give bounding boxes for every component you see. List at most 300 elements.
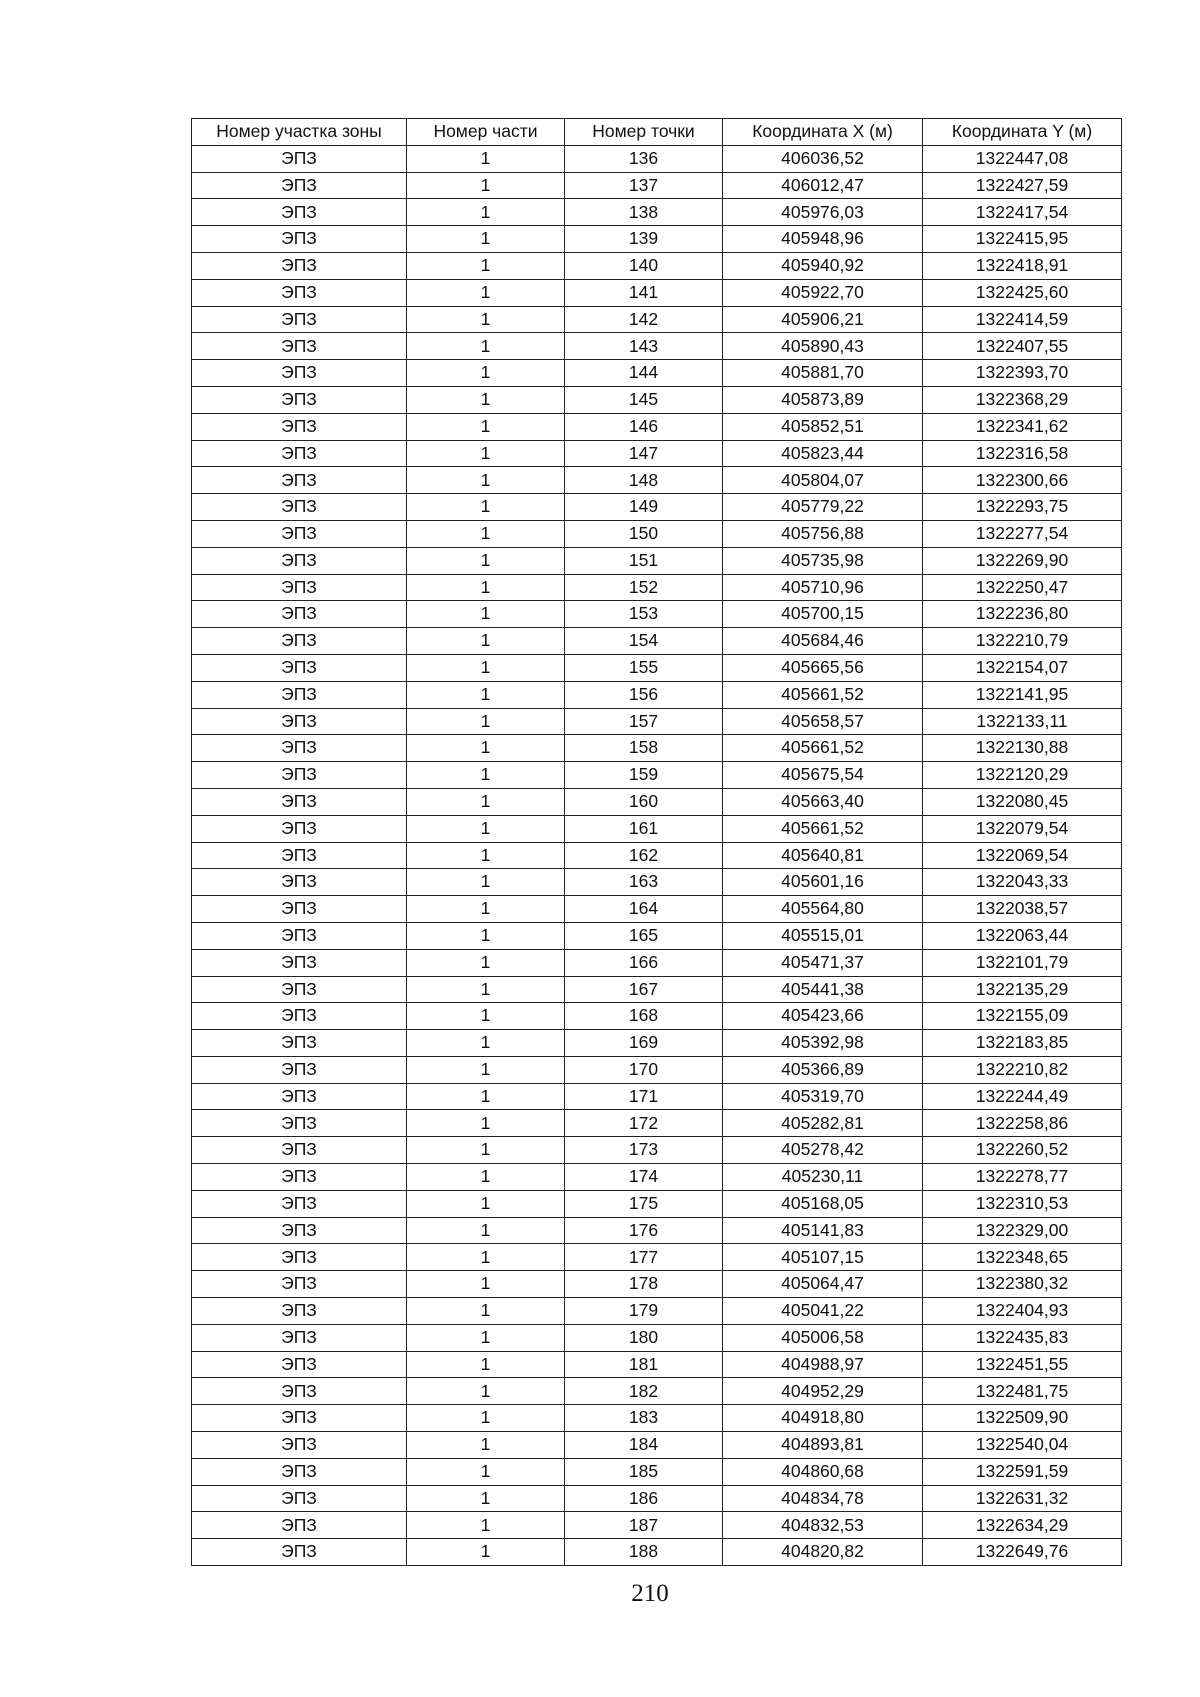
point-number-cell: 147 <box>565 440 723 467</box>
zone-section-cell: ЭПЗ <box>192 1137 407 1164</box>
coordinate-y-cell: 1322079,54 <box>923 815 1122 842</box>
zone-section-cell: ЭПЗ <box>192 1244 407 1271</box>
coordinate-x-cell: 405663,40 <box>723 788 923 815</box>
part-number-cell: 1 <box>407 1030 565 1057</box>
part-number-cell: 1 <box>407 547 565 574</box>
coordinate-x-cell: 405041,22 <box>723 1298 923 1325</box>
coordinate-y-cell: 1322277,54 <box>923 520 1122 547</box>
coordinate-x-cell: 404988,97 <box>723 1351 923 1378</box>
part-number-cell: 1 <box>407 762 565 789</box>
coordinate-x-cell: 405804,07 <box>723 467 923 494</box>
coordinate-y-cell: 1322407,55 <box>923 333 1122 360</box>
coordinate-x-cell: 405064,47 <box>723 1271 923 1298</box>
part-number-cell: 1 <box>407 1485 565 1512</box>
point-number-cell: 165 <box>565 922 723 949</box>
point-number-cell: 174 <box>565 1164 723 1191</box>
point-number-cell: 158 <box>565 735 723 762</box>
zone-section-cell: ЭПЗ <box>192 708 407 735</box>
part-number-cell: 1 <box>407 1164 565 1191</box>
table-body <box>192 145 1122 1565</box>
zone-section-cell: ЭПЗ <box>192 386 407 413</box>
coordinate-y-cell: 1322130,88 <box>923 735 1122 762</box>
zone-section-cell: ЭПЗ <box>192 896 407 923</box>
coordinate-x-cell: 405873,89 <box>723 386 923 413</box>
zone-section-cell: ЭПЗ <box>192 681 407 708</box>
coordinate-x-cell: 405852,51 <box>723 413 923 440</box>
table-row <box>192 1003 1122 1030</box>
coordinate-y-cell: 1322316,58 <box>923 440 1122 467</box>
part-number-cell: 1 <box>407 413 565 440</box>
coordinate-y-cell: 1322481,75 <box>923 1378 1122 1405</box>
part-number-cell: 1 <box>407 1432 565 1459</box>
table-row <box>192 1405 1122 1432</box>
part-number-cell: 1 <box>407 172 565 199</box>
point-number-cell: 152 <box>565 574 723 601</box>
coordinate-x-cell: 405735,98 <box>723 547 923 574</box>
coordinate-y-cell: 1322634,29 <box>923 1512 1122 1539</box>
coordinate-y-cell: 1322380,32 <box>923 1271 1122 1298</box>
part-number-cell: 1 <box>407 1271 565 1298</box>
coordinate-x-cell: 405515,01 <box>723 922 923 949</box>
table-row <box>192 842 1122 869</box>
coordinate-x-cell: 404820,82 <box>723 1539 923 1566</box>
point-number-cell: 188 <box>565 1539 723 1566</box>
part-number-cell: 1 <box>407 279 565 306</box>
table-row <box>192 1324 1122 1351</box>
coordinate-y-cell: 1322258,86 <box>923 1110 1122 1137</box>
part-number-cell: 1 <box>407 226 565 253</box>
table-header-row <box>192 119 1122 146</box>
coordinate-y-cell: 1322404,93 <box>923 1298 1122 1325</box>
coordinate-y-cell: 1322244,49 <box>923 1083 1122 1110</box>
point-number-cell: 183 <box>565 1405 723 1432</box>
table-row <box>192 949 1122 976</box>
table-row <box>192 172 1122 199</box>
table-row <box>192 520 1122 547</box>
point-number-cell: 150 <box>565 520 723 547</box>
table-row <box>192 601 1122 628</box>
table-row <box>192 1378 1122 1405</box>
zone-section-cell: ЭПЗ <box>192 1110 407 1137</box>
coordinate-x-cell: 405168,05 <box>723 1190 923 1217</box>
zone-section-cell: ЭПЗ <box>192 520 407 547</box>
point-number-cell: 146 <box>565 413 723 440</box>
coordinate-y-cell: 1322210,82 <box>923 1056 1122 1083</box>
coordinate-y-cell: 1322154,07 <box>923 654 1122 681</box>
point-number-cell: 182 <box>565 1378 723 1405</box>
part-number-cell: 1 <box>407 922 565 949</box>
coordinate-y-cell: 1322210,79 <box>923 628 1122 655</box>
part-number-cell: 1 <box>407 574 565 601</box>
coordinate-x-cell: 405976,03 <box>723 199 923 226</box>
part-number-cell: 1 <box>407 1298 565 1325</box>
part-number-cell: 1 <box>407 252 565 279</box>
header-coordinate-y: Координата Y (м) <box>923 119 1122 146</box>
coordinate-x-cell: 405922,70 <box>723 279 923 306</box>
coordinate-y-cell: 1322293,75 <box>923 494 1122 521</box>
point-number-cell: 137 <box>565 172 723 199</box>
coordinate-x-cell: 405881,70 <box>723 360 923 387</box>
coordinate-y-cell: 1322649,76 <box>923 1539 1122 1566</box>
point-number-cell: 157 <box>565 708 723 735</box>
zone-section-cell: ЭПЗ <box>192 1458 407 1485</box>
coordinate-y-cell: 1322447,08 <box>923 145 1122 172</box>
coordinate-y-cell: 1322435,83 <box>923 1324 1122 1351</box>
zone-section-cell: ЭПЗ <box>192 788 407 815</box>
coordinate-x-cell: 405006,58 <box>723 1324 923 1351</box>
point-number-cell: 155 <box>565 654 723 681</box>
table-row <box>192 1485 1122 1512</box>
coordinate-x-cell: 405230,11 <box>723 1164 923 1191</box>
point-number-cell: 136 <box>565 145 723 172</box>
header-coordinate-x: Координата X (м) <box>723 119 923 146</box>
point-number-cell: 160 <box>565 788 723 815</box>
zone-section-cell: ЭПЗ <box>192 654 407 681</box>
coordinate-y-cell: 1322183,85 <box>923 1030 1122 1057</box>
table-row <box>192 1137 1122 1164</box>
table-row <box>192 494 1122 521</box>
part-number-cell: 1 <box>407 1003 565 1030</box>
coordinate-y-cell: 1322417,54 <box>923 199 1122 226</box>
coordinate-x-cell: 405890,43 <box>723 333 923 360</box>
table-row <box>192 1271 1122 1298</box>
zone-section-cell: ЭПЗ <box>192 815 407 842</box>
coordinate-x-cell: 404834,78 <box>723 1485 923 1512</box>
point-number-cell: 169 <box>565 1030 723 1057</box>
part-number-cell: 1 <box>407 628 565 655</box>
part-number-cell: 1 <box>407 654 565 681</box>
table-row <box>192 815 1122 842</box>
coordinate-y-cell: 1322080,45 <box>923 788 1122 815</box>
coordinate-y-cell: 1322591,59 <box>923 1458 1122 1485</box>
coordinate-x-cell: 404893,81 <box>723 1432 923 1459</box>
zone-section-cell: ЭПЗ <box>192 628 407 655</box>
part-number-cell: 1 <box>407 1190 565 1217</box>
coordinate-x-cell: 405564,80 <box>723 896 923 923</box>
point-number-cell: 185 <box>565 1458 723 1485</box>
coordinate-y-cell: 1322069,54 <box>923 842 1122 869</box>
zone-section-cell: ЭПЗ <box>192 1083 407 1110</box>
part-number-cell: 1 <box>407 815 565 842</box>
table-row <box>192 1512 1122 1539</box>
part-number-cell: 1 <box>407 520 565 547</box>
coordinate-y-cell: 1322348,65 <box>923 1244 1122 1271</box>
part-number-cell: 1 <box>407 360 565 387</box>
coordinate-x-cell: 405366,89 <box>723 1056 923 1083</box>
zone-section-cell: ЭПЗ <box>192 1190 407 1217</box>
point-number-cell: 140 <box>565 252 723 279</box>
coordinate-x-cell: 405823,44 <box>723 440 923 467</box>
table-row <box>192 306 1122 333</box>
coordinate-x-cell: 406036,52 <box>723 145 923 172</box>
coordinate-x-cell: 405141,83 <box>723 1217 923 1244</box>
table-row <box>192 896 1122 923</box>
part-number-cell: 1 <box>407 1351 565 1378</box>
part-number-cell: 1 <box>407 1056 565 1083</box>
coordinate-y-cell: 1322038,57 <box>923 896 1122 923</box>
coordinate-x-cell: 405282,81 <box>723 1110 923 1137</box>
part-number-cell: 1 <box>407 1378 565 1405</box>
part-number-cell: 1 <box>407 976 565 1003</box>
part-number-cell: 1 <box>407 386 565 413</box>
coordinate-y-cell: 1322427,59 <box>923 172 1122 199</box>
table-row <box>192 922 1122 949</box>
coordinate-x-cell: 405661,52 <box>723 681 923 708</box>
part-number-cell: 1 <box>407 467 565 494</box>
point-number-cell: 142 <box>565 306 723 333</box>
table-row <box>192 279 1122 306</box>
coordinate-x-cell: 405423,66 <box>723 1003 923 1030</box>
point-number-cell: 178 <box>565 1271 723 1298</box>
part-number-cell: 1 <box>407 1244 565 1271</box>
coordinate-y-cell: 1322236,80 <box>923 601 1122 628</box>
coordinate-x-cell: 405684,46 <box>723 628 923 655</box>
table-row <box>192 199 1122 226</box>
point-number-cell: 139 <box>565 226 723 253</box>
table-row <box>192 1217 1122 1244</box>
table-row <box>192 1298 1122 1325</box>
point-number-cell: 187 <box>565 1512 723 1539</box>
table-row <box>192 252 1122 279</box>
table-row <box>192 1190 1122 1217</box>
coordinate-x-cell: 405675,54 <box>723 762 923 789</box>
zone-section-cell: ЭПЗ <box>192 145 407 172</box>
coordinate-x-cell: 405601,16 <box>723 869 923 896</box>
zone-section-cell: ЭПЗ <box>192 172 407 199</box>
part-number-cell: 1 <box>407 869 565 896</box>
coordinate-y-cell: 1322631,32 <box>923 1485 1122 1512</box>
coordinate-y-cell: 1322540,04 <box>923 1432 1122 1459</box>
part-number-cell: 1 <box>407 145 565 172</box>
part-number-cell: 1 <box>407 1217 565 1244</box>
point-number-cell: 162 <box>565 842 723 869</box>
part-number-cell: 1 <box>407 1137 565 1164</box>
coordinate-y-cell: 1322141,95 <box>923 681 1122 708</box>
coordinate-x-cell: 405665,56 <box>723 654 923 681</box>
table-row <box>192 1056 1122 1083</box>
header-point-number: Номер точки <box>565 119 723 146</box>
table-row <box>192 360 1122 387</box>
point-number-cell: 173 <box>565 1137 723 1164</box>
table-row <box>192 413 1122 440</box>
table-row <box>192 1458 1122 1485</box>
point-number-cell: 186 <box>565 1485 723 1512</box>
coordinate-y-cell: 1322341,62 <box>923 413 1122 440</box>
zone-section-cell: ЭПЗ <box>192 1324 407 1351</box>
part-number-cell: 1 <box>407 1539 565 1566</box>
zone-section-cell: ЭПЗ <box>192 1512 407 1539</box>
table-row <box>192 1110 1122 1137</box>
coordinate-y-cell: 1322393,70 <box>923 360 1122 387</box>
zone-section-cell: ЭПЗ <box>192 601 407 628</box>
coordinate-y-cell: 1322329,00 <box>923 1217 1122 1244</box>
table-row <box>192 1432 1122 1459</box>
part-number-cell: 1 <box>407 440 565 467</box>
coordinate-x-cell: 405906,21 <box>723 306 923 333</box>
zone-section-cell: ЭПЗ <box>192 1351 407 1378</box>
part-number-cell: 1 <box>407 601 565 628</box>
part-number-cell: 1 <box>407 1110 565 1137</box>
part-number-cell: 1 <box>407 896 565 923</box>
zone-section-cell: ЭПЗ <box>192 306 407 333</box>
point-number-cell: 145 <box>565 386 723 413</box>
part-number-cell: 1 <box>407 1324 565 1351</box>
part-number-cell: 1 <box>407 1458 565 1485</box>
table-row <box>192 788 1122 815</box>
coordinate-x-cell: 404860,68 <box>723 1458 923 1485</box>
zone-section-cell: ЭПЗ <box>192 1164 407 1191</box>
zone-section-cell: ЭПЗ <box>192 413 407 440</box>
zone-section-cell: ЭПЗ <box>192 949 407 976</box>
table-row <box>192 681 1122 708</box>
table-row <box>192 735 1122 762</box>
coordinate-y-cell: 1322120,29 <box>923 762 1122 789</box>
table-row <box>192 547 1122 574</box>
table-row <box>192 1164 1122 1191</box>
coordinate-x-cell: 405948,96 <box>723 226 923 253</box>
table-row <box>192 467 1122 494</box>
header-part-number: Номер части <box>407 119 565 146</box>
point-number-cell: 167 <box>565 976 723 1003</box>
point-number-cell: 163 <box>565 869 723 896</box>
coordinate-y-cell: 1322155,09 <box>923 1003 1122 1030</box>
coordinate-y-cell: 1322425,60 <box>923 279 1122 306</box>
part-number-cell: 1 <box>407 306 565 333</box>
part-number-cell: 1 <box>407 708 565 735</box>
table-row <box>192 762 1122 789</box>
coordinate-x-cell: 404952,29 <box>723 1378 923 1405</box>
coordinate-x-cell: 405779,22 <box>723 494 923 521</box>
coordinate-x-cell: 405661,52 <box>723 815 923 842</box>
zone-section-cell: ЭПЗ <box>192 976 407 1003</box>
coordinate-y-cell: 1322269,90 <box>923 547 1122 574</box>
coordinate-y-cell: 1322418,91 <box>923 252 1122 279</box>
zone-section-cell: ЭПЗ <box>192 842 407 869</box>
coordinate-x-cell: 405658,57 <box>723 708 923 735</box>
table-row <box>192 226 1122 253</box>
point-number-cell: 156 <box>565 681 723 708</box>
coordinate-y-cell: 1322310,53 <box>923 1190 1122 1217</box>
zone-section-cell: ЭПЗ <box>192 1378 407 1405</box>
coordinate-x-cell: 404918,80 <box>723 1405 923 1432</box>
zone-section-cell: ЭПЗ <box>192 226 407 253</box>
part-number-cell: 1 <box>407 788 565 815</box>
point-number-cell: 180 <box>565 1324 723 1351</box>
coordinate-x-cell: 405640,81 <box>723 842 923 869</box>
point-number-cell: 161 <box>565 815 723 842</box>
zone-section-cell: ЭПЗ <box>192 199 407 226</box>
table-row <box>192 976 1122 1003</box>
coordinate-y-cell: 1322509,90 <box>923 1405 1122 1432</box>
coordinate-y-cell: 1322415,95 <box>923 226 1122 253</box>
point-number-cell: 181 <box>565 1351 723 1378</box>
coordinate-x-cell: 405661,52 <box>723 735 923 762</box>
point-number-cell: 184 <box>565 1432 723 1459</box>
zone-section-cell: ЭПЗ <box>192 279 407 306</box>
zone-section-cell: ЭПЗ <box>192 360 407 387</box>
zone-section-cell: ЭПЗ <box>192 1485 407 1512</box>
table-row <box>192 1030 1122 1057</box>
part-number-cell: 1 <box>407 333 565 360</box>
point-number-cell: 149 <box>565 494 723 521</box>
point-number-cell: 154 <box>565 628 723 655</box>
table-row <box>192 869 1122 896</box>
point-number-cell: 138 <box>565 199 723 226</box>
zone-section-cell: ЭПЗ <box>192 1271 407 1298</box>
table-row <box>192 708 1122 735</box>
part-number-cell: 1 <box>407 1512 565 1539</box>
zone-section-cell: ЭПЗ <box>192 735 407 762</box>
part-number-cell: 1 <box>407 1405 565 1432</box>
coordinate-y-cell: 1322260,52 <box>923 1137 1122 1164</box>
coordinate-x-cell: 405700,15 <box>723 601 923 628</box>
point-number-cell: 159 <box>565 762 723 789</box>
point-number-cell: 148 <box>565 467 723 494</box>
table-row <box>192 574 1122 601</box>
coordinate-x-cell: 405471,37 <box>723 949 923 976</box>
zone-section-cell: ЭПЗ <box>192 1056 407 1083</box>
zone-section-cell: ЭПЗ <box>192 440 407 467</box>
coordinate-x-cell: 406012,47 <box>723 172 923 199</box>
coordinate-x-cell: 404832,53 <box>723 1512 923 1539</box>
table-row <box>192 333 1122 360</box>
coordinate-y-cell: 1322101,79 <box>923 949 1122 976</box>
coordinate-y-cell: 1322414,59 <box>923 306 1122 333</box>
table-row <box>192 1244 1122 1271</box>
coordinate-x-cell: 405710,96 <box>723 574 923 601</box>
table-row <box>192 145 1122 172</box>
zone-section-cell: ЭПЗ <box>192 1432 407 1459</box>
zone-section-cell: ЭПЗ <box>192 1217 407 1244</box>
table-row <box>192 1083 1122 1110</box>
point-number-cell: 143 <box>565 333 723 360</box>
point-number-cell: 176 <box>565 1217 723 1244</box>
coordinate-x-cell: 405756,88 <box>723 520 923 547</box>
point-number-cell: 166 <box>565 949 723 976</box>
coordinate-y-cell: 1322135,29 <box>923 976 1122 1003</box>
zone-section-cell: ЭПЗ <box>192 1405 407 1432</box>
point-number-cell: 153 <box>565 601 723 628</box>
zone-section-cell: ЭПЗ <box>192 252 407 279</box>
point-number-cell: 141 <box>565 279 723 306</box>
coordinate-x-cell: 405392,98 <box>723 1030 923 1057</box>
coordinate-y-cell: 1322250,47 <box>923 574 1122 601</box>
point-number-cell: 170 <box>565 1056 723 1083</box>
point-number-cell: 179 <box>565 1298 723 1325</box>
zone-section-cell: ЭПЗ <box>192 922 407 949</box>
point-number-cell: 151 <box>565 547 723 574</box>
table-row <box>192 440 1122 467</box>
coordinate-y-cell: 1322300,66 <box>923 467 1122 494</box>
point-number-cell: 175 <box>565 1190 723 1217</box>
table-row <box>192 628 1122 655</box>
part-number-cell: 1 <box>407 199 565 226</box>
zone-section-cell: ЭПЗ <box>192 1298 407 1325</box>
coordinate-x-cell: 405278,42 <box>723 1137 923 1164</box>
zone-section-cell: ЭПЗ <box>192 547 407 574</box>
coordinate-x-cell: 405319,70 <box>723 1083 923 1110</box>
zone-section-cell: ЭПЗ <box>192 762 407 789</box>
coordinate-x-cell: 405107,15 <box>723 1244 923 1271</box>
zone-section-cell: ЭПЗ <box>192 574 407 601</box>
coordinates-table <box>191 118 1122 1566</box>
zone-section-cell: ЭПЗ <box>192 1030 407 1057</box>
coordinate-y-cell: 1322278,77 <box>923 1164 1122 1191</box>
point-number-cell: 144 <box>565 360 723 387</box>
coordinate-x-cell: 405940,92 <box>723 252 923 279</box>
point-number-cell: 168 <box>565 1003 723 1030</box>
point-number-cell: 164 <box>565 896 723 923</box>
